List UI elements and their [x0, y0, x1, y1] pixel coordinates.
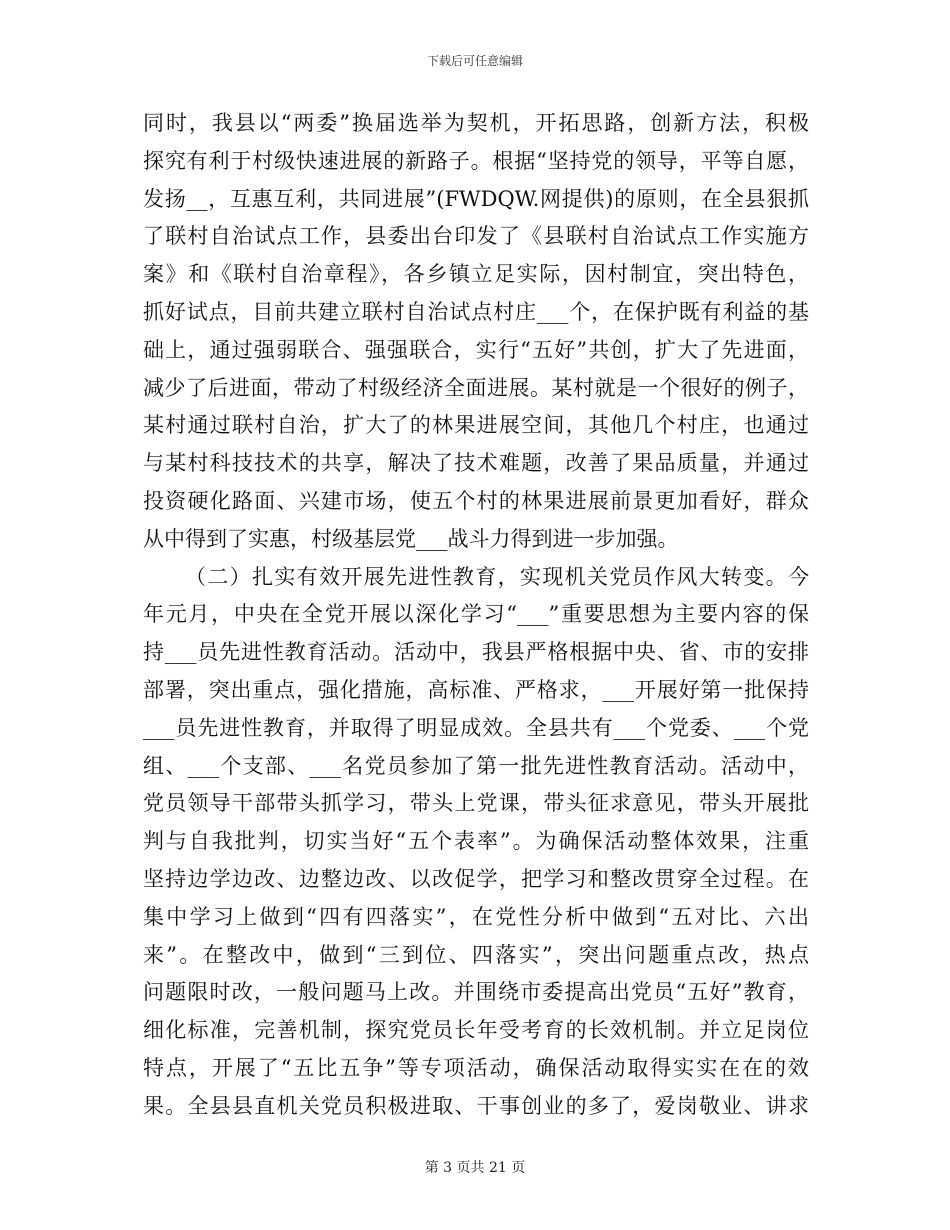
text-line: 组、___个支部、___名党员参加了第一批先进性教育活动。活动中， — [143, 753, 809, 778]
text-line: 同时，我县以“两委”换届选举为契机，开拓思路，创新方法，积极 — [143, 111, 809, 135]
section-heading-line: （二）扎实有效开展先进性教育，实现机关党员作风大转变。今 — [185, 564, 809, 589]
text-line: 部署，突出重点，强化措施，高标准、严格求，___开展好第一批保持 — [143, 677, 809, 702]
text-line: 某村通过联村自治，扩大了的林果进展空间，其他几个村庄，也通过 — [143, 413, 809, 438]
text-line: 细化标准，完善机制，探究党员长年受考育的长效机制。并立足岗位 — [143, 1018, 809, 1043]
text-line: ___员先进性教育，并取得了明显成效。全县共有___个党委、___个党 — [143, 715, 809, 740]
text-line: 特点，开展了“五比五争”等专项活动，确保活动取得实实在在的效 — [143, 1055, 809, 1080]
text-line: 问题限时改，一般问题马上改。并围绕市委提高出党员“五好”教育， — [143, 980, 809, 1005]
text-line: 果。全县县直机关党员积极进取、干事创业的多了，爱岗敬业、讲求 — [143, 1093, 809, 1118]
text-line: 党员领导干部带头抓学习，带头上党课，带头征求意见，带头开展批 — [143, 791, 809, 816]
text-line: 发扬__，互惠互利，共同进展”(FWDQW.网提供)的原则，在全县狠抓 — [143, 186, 809, 211]
text-line: 来”。在整改中，做到“三到位、四落实”，突出问题重点改，热点 — [143, 942, 809, 967]
text-line: 集中学习上做到“四有四落实”，在党性分析中做到“五对比、六出 — [143, 904, 809, 929]
text-line: 投资硬化路面、兴建市场，使五个村的林果进展前景更加看好，群众 — [143, 488, 809, 513]
text-line: 判与自我批判，切实当好“五个表率”。为确保活动整体效果，注重 — [143, 829, 809, 854]
text-line: 减少了后进面，带动了村级经济全面进展。某村就是一个很好的例子， — [143, 375, 809, 400]
text-line: 探究有利于村级快速进展的新路子。根据“坚持党的领导，平等自愿， — [143, 148, 809, 173]
page-number: 第 3 页共 21 页 — [424, 1160, 526, 1176]
text-line: 持___员先进性教育活动。活动中，我县严格根据中央、省、市的安排 — [143, 640, 809, 665]
text-line: 从中得到了实惠，村级基层党___战斗力得到进一步加强。 — [143, 526, 679, 551]
text-line: 坚持边学边改、边整边改、以改促学，把学习和整改贯穿全过程。在 — [143, 866, 809, 891]
header-note: 下载后可任意编辑 — [426, 54, 523, 68]
text-line: 抓好试点，目前共建立联村自治试点村庄___个，在保护既有利益的基 — [143, 299, 809, 324]
document-body — [143, 105, 809, 1126]
text-line: 年元月，中央在全党开展以深化学习“___”重要思想为主要内容的保 — [143, 602, 809, 627]
text-line: 与某村科技技术的共享，解决了技术难题，改善了果品质量，并通过 — [143, 451, 809, 476]
text-line: 础上，通过强弱联合、强强联合，实行“五好”共创，扩大了先进面， — [143, 337, 809, 362]
text-line: 了联村自治试点工作，县委出台印发了《县联村自治试点工作实施方 — [143, 224, 809, 249]
text-line: 案》和《联村自治章程》，各乡镇立足实际，因村制宜，突出特色， — [143, 262, 809, 287]
